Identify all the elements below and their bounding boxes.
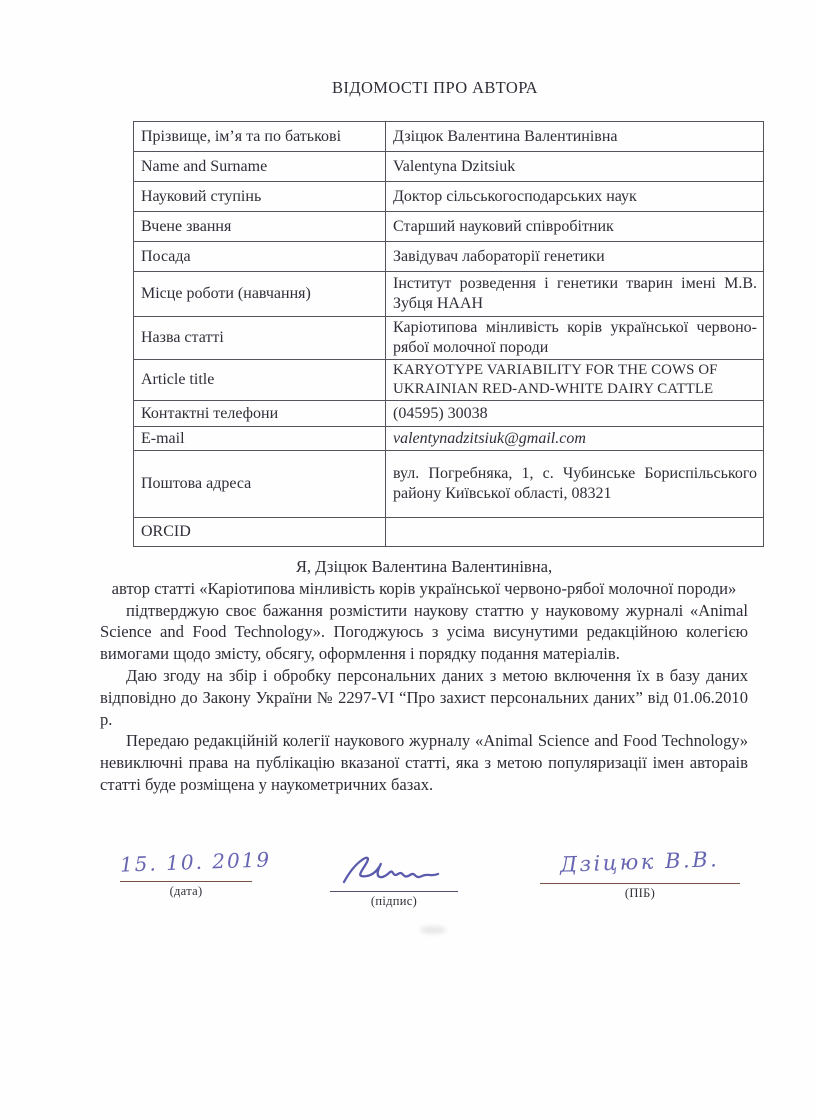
statement-author-line: Я, Дзіцюк Валентина Валентинівна,: [295, 557, 553, 576]
signature-underline: [330, 891, 458, 892]
table-row: [134, 360, 764, 401]
statement-paragraph: Даю згоду на збір і обробку персональних даних з метою включення їх в базу даних відповідно до Закону України № 2297-VI “Про захист персональних даних” від 01.06.2010 р.: [100, 665, 748, 729]
field-value: Завідувач лабораторії генетики: [386, 242, 764, 272]
field-label: Місце роботи (навчання): [134, 272, 386, 317]
name-underline: [540, 883, 740, 884]
name-block: [540, 847, 740, 901]
table-row: [134, 451, 764, 518]
table-row: [134, 272, 764, 317]
date-caption: (дата): [169, 884, 203, 898]
field-value: [386, 518, 764, 547]
table-row: [134, 427, 764, 451]
field-label: ORCID: [134, 518, 386, 547]
field-value: Дзіцюк Валентина Валентинівна: [386, 122, 764, 152]
table-row: [134, 122, 764, 152]
field-label: Article title: [134, 360, 386, 401]
signature-block: [330, 850, 458, 909]
field-label: Посада: [134, 242, 386, 272]
signature-section: [0, 847, 816, 930]
field-value: valentynadzitsiuk@gmail.com: [386, 427, 764, 451]
statement-paragraph: Передаю редакційній колегії наукового журналу «Animal Science and Food Technology» невиключні права на публікацію вказаної статті, яка з метою популяризації імен автораів статті буде розміщена у наукометричних базах.: [100, 731, 748, 794]
table-row: [134, 242, 764, 272]
handwritten-name: Дзіцюк В.В.: [559, 847, 720, 877]
consent-statement: [100, 556, 748, 796]
table-row: [134, 212, 764, 242]
table-row: [134, 317, 764, 360]
scan-smudge-mark: [420, 926, 446, 934]
field-value: Інститут розведення і генетики тварин імені М.В. Зубця НААН: [386, 272, 764, 317]
field-label: E-mail: [134, 427, 386, 451]
field-label: Науковий ступінь: [134, 182, 386, 212]
date-block: [119, 847, 272, 899]
name-caption: (ПІБ): [624, 886, 656, 900]
field-label: Назва статті: [134, 317, 386, 360]
field-value: Каріотипова мінливість корів української червоно-рябої молочної породи: [386, 317, 764, 360]
field-value: вул. Погребняка, 1, с. Чубинське Бориспільського району Київської області, 08321: [386, 451, 764, 518]
table-row: [134, 182, 764, 212]
field-value: Valentyna Dzitsiuk: [386, 152, 764, 182]
table-row: [134, 152, 764, 182]
field-label: Name and Surname: [134, 152, 386, 182]
statement-paragraph: підтверджую своє бажання розмістити наукову статтю у науковому журналі «Animal Science and Food Technology». Погоджуюсь з усіма висунутими редакційною колегією вимогами щодо змісту, обсягу, оформлення і порядку подання матеріалів.: [100, 600, 748, 664]
handwritten-signature-scribble: [330, 850, 458, 888]
table-row: [134, 401, 764, 427]
field-label: Прізвище, ім’я та по батькові: [134, 122, 386, 152]
document-title: ВІДОМОСТІ ПРО АВТОРА: [332, 78, 538, 97]
handwritten-date: 15. 10. 2019: [119, 847, 272, 877]
field-label: Вчене звання: [134, 212, 386, 242]
signature-caption: (підпис): [370, 894, 418, 908]
statement-article-line: автор статті «Каріотипова мінливість корів української червоно-рябої молочної породи»: [111, 578, 737, 598]
field-label: Контактні телефони: [134, 401, 386, 427]
field-value: (04595) 30038: [386, 401, 764, 427]
field-label: Поштова адреса: [134, 451, 386, 518]
field-value: Доктор сільськогосподарських наук: [386, 182, 764, 212]
field-value: Старший науковий співробітник: [386, 212, 764, 242]
table-row: [134, 518, 764, 547]
field-value: KARYOTYPE VARIABILITY FOR THE COWS OF UKRAINIAN RED-AND-WHITE DAIRY CATTLE: [386, 360, 764, 401]
date-underline: [120, 881, 252, 882]
author-info-table: [133, 121, 764, 547]
